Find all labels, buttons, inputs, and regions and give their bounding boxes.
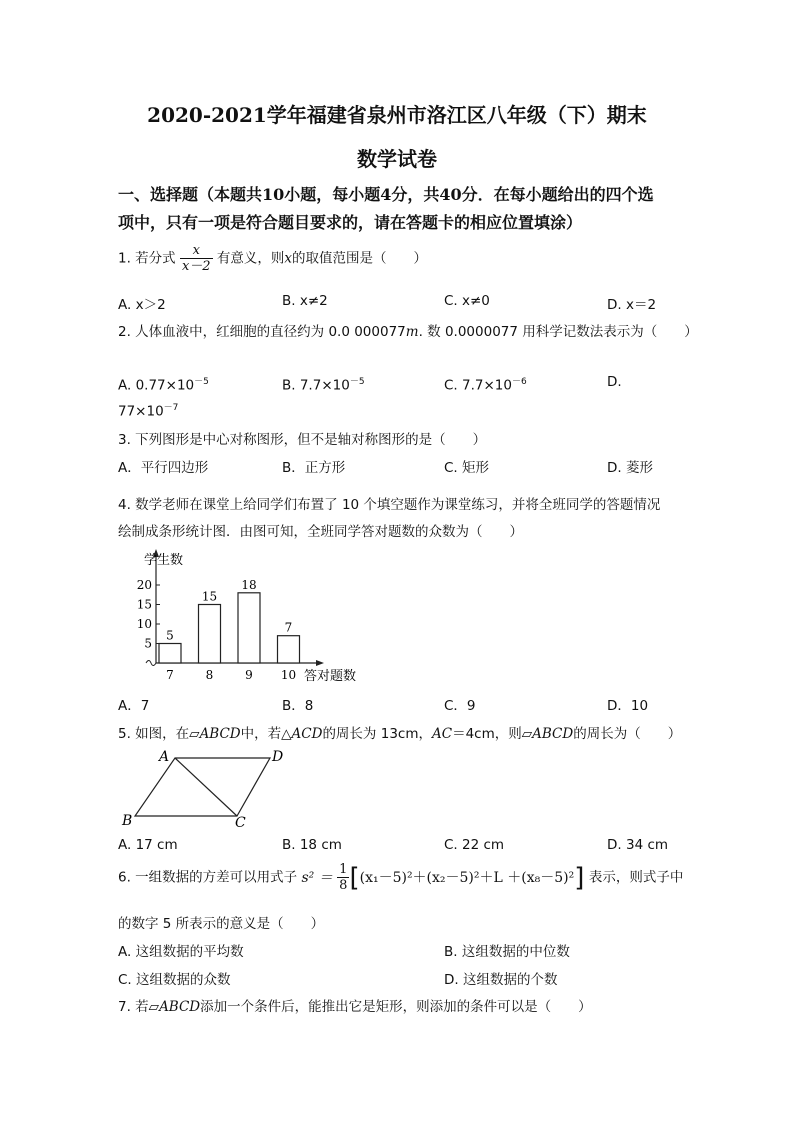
bar-data-label: 5 (166, 628, 174, 643)
bar (278, 636, 300, 663)
q7-text-1: 7. 若▱ (118, 999, 160, 1015)
y-tick-label: 5 (144, 636, 152, 651)
q2-option-b (282, 374, 365, 394)
question-3: 3. 下列图形是中心对称图形，但不是轴对称图形的是（ ） (118, 432, 487, 448)
question-7 (118, 995, 592, 1015)
q6-fraction-numerator: 1 (339, 862, 348, 877)
question-4-line1: 4. 数学老师在课堂上给同学们布置了 10 个填空题作为课堂练习，并将全班同学的答题情况 (118, 497, 661, 513)
q2-option-a-label: A. 0.77×10 (118, 377, 195, 394)
q6-formula-fraction (337, 862, 349, 893)
x-axis-arrow (316, 660, 324, 666)
q4-option-a: A．7 (118, 698, 150, 714)
q2-option-d: D. (607, 374, 622, 390)
x-tick-label: 7 (166, 668, 174, 682)
q2-option-b-exp: －5 (349, 377, 365, 387)
q4-option-b: B．8 (282, 698, 314, 714)
q1-middle: 有意义，则 (216, 250, 285, 267)
q1-fraction (180, 243, 213, 274)
x-tick-label: 10 (280, 668, 297, 682)
q5-text-7: ＝4cm，则▱ (452, 726, 533, 742)
q6-option-a: A. 这组数据的平均数 (118, 944, 244, 960)
q6-option-d: D. 这组数据的个数 (444, 972, 558, 988)
question-6 (118, 862, 683, 893)
section-header-line1: 一、选择题（本题共10小题，每小题4分，共40分．在每小题给出的四个选 (118, 185, 654, 204)
q5-text-6: AC (431, 726, 453, 742)
q2-option-c-label: C. 7.7×10 (444, 377, 512, 394)
q1-option-d: D. x＝2 (607, 297, 657, 313)
q2-option-d-label: 77×10 (118, 403, 164, 420)
q6-formula-lhs: s² ＝ (301, 869, 333, 886)
question-1 (118, 243, 427, 274)
question-5 (118, 722, 681, 742)
q7-text-2: ABCD (159, 999, 201, 1015)
bar (199, 605, 221, 664)
q2-option-a-exp: －5 (194, 377, 209, 387)
bar (238, 593, 260, 663)
q1-suffix: 的取值范围是（ ） (292, 250, 427, 267)
diagonal-ac (175, 758, 237, 816)
vertex-label-d: D (272, 749, 284, 765)
q2-option-b-label: B. 7.7×10 (282, 377, 350, 394)
q6-prefix: 6. 一组数据的方差可以用式子 (118, 869, 298, 886)
parallelogram-abcd (135, 758, 270, 816)
y-tick-label: 10 (136, 617, 152, 631)
q7-text-3: 添加一个条件后，能推出它是矩形，则添加的条件可以是（ ） (200, 999, 592, 1015)
q1-fraction-denominator: x－2 (181, 259, 211, 274)
q2-prefix: 2. 人体血液中，红细胞的直径约为 0.0 000077 (118, 324, 406, 340)
q3-option-d: D. 菱形 (607, 460, 653, 476)
q5-option-a: A. 17 cm (118, 837, 178, 853)
q2-option-a (118, 374, 209, 394)
question-2 (118, 320, 698, 340)
q3-option-b: B．正方形 (282, 460, 346, 476)
bar-data-label: 15 (201, 589, 218, 604)
x-tick-label: 8 (205, 668, 214, 682)
section-header-line2: 项中，只有一项是符合题目要求的，请在答题卡的相应位置填涂） (118, 213, 583, 232)
q5-text-9: 的周长为（ ） (573, 726, 682, 742)
q2-suffix: . 数 0.0000077 用科学记数法表示为（ ） (418, 324, 698, 340)
document-title: 2020-2021学年福建省泉州市洛江区八年级（下）期末 (147, 103, 647, 127)
x-tick-label: 9 (245, 668, 253, 682)
q1-option-b: B. x≠2 (282, 293, 328, 309)
bar-data-label: 7 (284, 620, 293, 635)
q4-option-d: D．10 (607, 698, 649, 714)
q6-formula-body: (x₁－5)²＋(x₂－5)²＋L ＋(x₈－5)² (359, 869, 575, 886)
q6-variance-formula (301, 862, 588, 893)
q1-prefix: 1. 若分式 (118, 250, 176, 267)
q2-option-d-continued (118, 400, 178, 420)
q4-option-c: C．9 (444, 698, 476, 714)
q1-option-a: A. x＞2 (118, 297, 166, 313)
q5-text-8: ABCD (532, 726, 574, 742)
bar-data-label: 18 (241, 577, 257, 592)
q5-text-2: ABCD (199, 726, 241, 742)
q2-unit: m (405, 324, 419, 340)
bar (159, 644, 181, 664)
q6-option-c: C. 这组数据的众数 (118, 972, 231, 988)
axis-break (146, 661, 156, 666)
question-4-line2: 绘制成条形统计图．由图可知，全班同学答对题数的众数为（ ） (118, 524, 523, 540)
q6-option-b: B. 这组数据的中位数 (444, 944, 570, 960)
q5-option-c: C. 22 cm (444, 837, 505, 853)
y-axis-label: 学生数 (144, 553, 184, 568)
q2-option-c-exp: －6 (511, 377, 527, 387)
q6-suffix: 表示，则式子中 (588, 869, 684, 886)
q5-option-b: B. 18 cm (282, 837, 342, 853)
q5-text-1: 5. 如图，在▱ (118, 726, 200, 742)
q5-text-3: 中，若△ (240, 726, 292, 742)
q2-option-c (444, 374, 527, 394)
parallelogram-figure (118, 748, 298, 830)
bar-chart (118, 545, 378, 690)
y-tick-label: 20 (136, 578, 152, 592)
vertex-label-a: A (159, 749, 170, 765)
q1-variable: x (284, 250, 292, 267)
y-tick-label: 15 (136, 597, 152, 612)
question-6-line2: 的数字 5 所表示的意义是（ ） (118, 916, 325, 932)
q5-text-5: 的周长为 13cm， (322, 726, 432, 742)
q5-option-d: D. 34 cm (607, 837, 669, 853)
q6-fraction-denominator: 8 (339, 878, 348, 893)
q2-option-d-exp: －7 (163, 403, 179, 413)
q3-option-a: A．平行四边形 (118, 460, 209, 476)
q3-option-c: C. 矩形 (444, 460, 490, 476)
q6-right-bracket: ] (574, 862, 585, 893)
q5-text-4: ACD (291, 726, 323, 742)
document-subtitle: 数学试卷 (357, 147, 437, 171)
q1-fraction-numerator: x (180, 243, 213, 259)
q6-left-bracket: [ (349, 862, 360, 893)
vertex-label-b: B (122, 813, 133, 829)
vertex-label-c: C (235, 815, 246, 830)
x-axis-label: 答对题数 (304, 669, 357, 684)
q1-option-c: C. x≠0 (444, 293, 490, 309)
